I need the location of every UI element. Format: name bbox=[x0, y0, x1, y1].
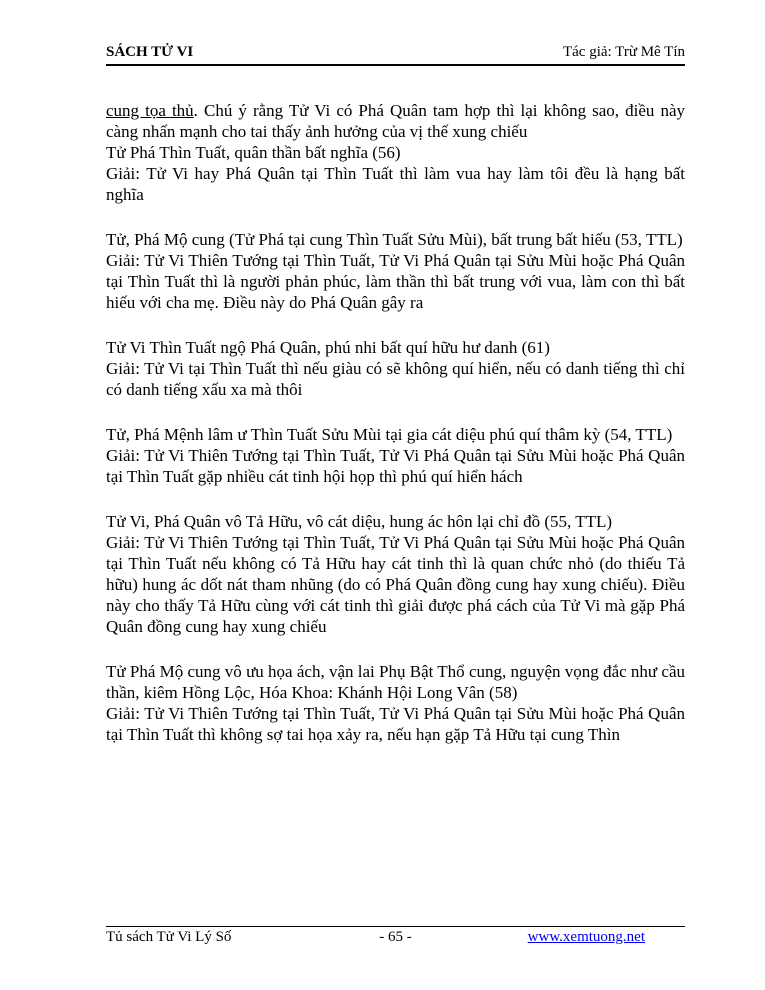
entry-explanation: Giải: Tử Vi Thiên Tướng tại Thìn Tuất, Tử Vi Phá Quân tại Sửu Mùi hoặc Phá Quân tại Thìn Tuất gặp nhiều cát tinh hội họp thì phú quí hiển hách bbox=[106, 446, 685, 486]
book-series: Tủ sách Tử Vi Lý Số bbox=[106, 929, 232, 945]
entry-verse: Tử, Phá Mệnh lâm ư Thìn Tuất Sửu Mùi tại gia cát diệu phú quí thâm kỳ (54, TTL) bbox=[106, 425, 673, 444]
entry-explanation: Giải: Tử Vi hay Phá Quân tại Thìn Tuất thì làm vua hay làm tôi đều là hạng bất nghĩa bbox=[106, 164, 685, 204]
author-line: Tác giả: Trừ Mê Tín bbox=[562, 44, 685, 60]
intro-paragraph bbox=[106, 100, 685, 142]
book-title: SÁCH TỬ VI bbox=[106, 44, 194, 60]
page-body bbox=[106, 100, 685, 769]
entry-explanation: Giải: Tử Vi Thiên Tướng tại Thìn Tuất, Tử Vi Phá Quân tại Sửu Mùi hoặc Phá Quân tại Thìn Tuất thì không sợ tai họa xảy ra, nếu hạn gặp Tả Hữu tại cung Thìn bbox=[106, 704, 685, 744]
website-link[interactable]: www.xemtuong.net bbox=[527, 929, 645, 945]
entry-explanation: Giải: Tử Vi Thiên Tướng tại Thìn Tuất, Tử Vi Phá Quân tại Sửu Mùi hoặc Phá Quân tại Thìn Tuất nếu không có Tả Hữu hay cát tinh thì là quan chức nhỏ (do thiếu Tả hữu) hung ác dốt nát tham nhũng (do có Phá Quân đồng cung hay xung chiếu). Điều này cho thấy Tả Hữu cùng với cát tinh thì giải được phá cách của Tử Vi mà gặp Phá Quân đồng cung hay xung chiếu bbox=[106, 533, 685, 636]
entry-explanation: Giải: Tử Vi Thiên Tướng tại Thìn Tuất, Tử Vi Phá Quân tại Sửu Mùi hoặc Phá Quân tại Thìn Tuất thì là người phản phúc, làm thần thì bất trung với vua, làm con thì bất hiếu với cha mẹ. Điều này do Phá Quân gây ra bbox=[106, 251, 685, 312]
entry-1 bbox=[106, 142, 685, 205]
entry-explanation: Giải: Tử Vi tại Thìn Tuất thì nếu giàu có sẽ không quí hiển, nếu có danh tiếng thì chỉ có danh tiếng xấu xa mà thôi bbox=[106, 359, 685, 399]
page-number: - 65 - bbox=[379, 929, 412, 945]
entry-verse: Tử Phá Thìn Tuất, quân thần bất nghĩa (56) bbox=[106, 143, 401, 162]
entry-6 bbox=[106, 661, 685, 745]
entry-verse: Tử Vi, Phá Quân vô Tả Hữu, vô cát diệu, hung ác hôn lại chỉ đồ (55, TTL) bbox=[106, 512, 613, 531]
page-header bbox=[106, 44, 685, 66]
entry-3 bbox=[106, 337, 685, 400]
entry-4 bbox=[106, 424, 685, 487]
entry-2 bbox=[106, 229, 685, 313]
intro-text: . Chú ý rằng Tử Vi có Phá Quân tam hợp thì lại không sao, điều này càng nhấn mạnh cho tai thấy ảnh hưởng của vị thế xung chiếu bbox=[106, 101, 685, 141]
page-footer bbox=[106, 926, 685, 947]
entry-verse: Tử Vi Thìn Tuất ngộ Phá Quân, phú nhi bất quí hữu hư danh (61) bbox=[106, 338, 550, 357]
entry-verse: Tử, Phá Mộ cung (Tử Phá tại cung Thìn Tuất Sửu Mùi), bất trung bất hiếu (53, TTL) bbox=[106, 230, 683, 249]
entry-5 bbox=[106, 511, 685, 637]
intro-underlined-text: cung tọa thủ bbox=[106, 101, 194, 120]
entry-verse: Tử Phá Mộ cung vô ưu họa ách, vận lai Phụ Bật Thổ cung, nguyện vọng đắc như cầu thần, kiêm Hồng Lộc, Hóa Khoa: Khánh Hội Long Vân (58) bbox=[106, 662, 685, 702]
